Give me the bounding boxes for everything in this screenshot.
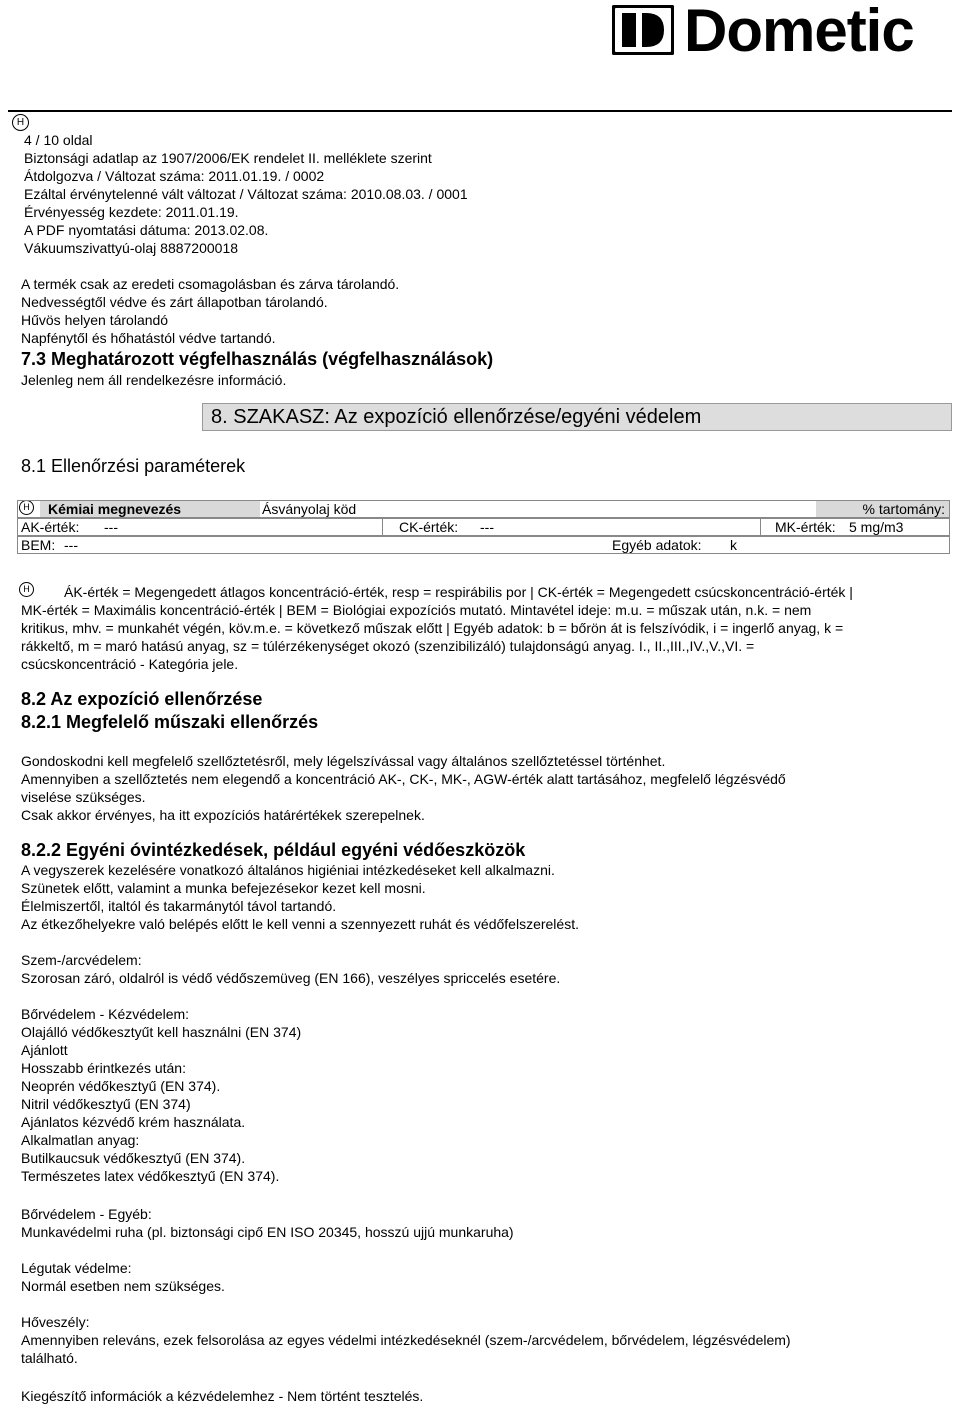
storage-line: Napfénytől és hőhatástól védve tartandó. <box>21 330 276 346</box>
section-8-1-title: 8.1 Ellenőrzési paraméterek <box>21 456 246 476</box>
section-8-2-1-title: 8.2.1 Megfelelő műszaki ellenőrzés <box>21 712 319 732</box>
hand-protection-line: Ajánlatos kézvédő krém használata. <box>21 1114 246 1130</box>
legend-line: rákkeltő, m = maró hatású anyag, sz = túlérzékenységet okozó (szenzibilizáló) tulajdonságú anyag. I., II.,III.,IV.,V.,VI. = <box>21 638 755 654</box>
hand-protection-line: Butilkaucsuk védőkesztyű (EN 374). <box>21 1150 246 1166</box>
ak-label: AK-érték: <box>21 519 80 535</box>
valid-from-line: Érvényesség kezdete: 2011.01.19. <box>24 204 239 220</box>
heat-hazard-line: Amennyiben releváns, ezek felsorolása az egyes védelmi intézkedéseknél (szem-/arcvédelem, bőrvédelem, légzésvédelem) <box>21 1332 791 1348</box>
dometic-logo-icon <box>612 5 674 55</box>
legend-line: kritikus, mhv. = munkahét végén, köv.m.e. = következő műszak előtt | Egyéb adatok: b = bőrön át is felszívódik, i = ingerlő anyag, k = <box>21 620 844 636</box>
hygiene-line: Élelmiszertől, italtól és takarmánytól távol tartandó. <box>21 898 337 914</box>
revision-line: Átdolgozva / Változat száma: 2011.01.19. / 0002 <box>24 168 325 184</box>
storage-line: Hűvös helyen tárolandó <box>21 312 169 328</box>
eye-protection-label: Szem-/arcvédelem: <box>21 952 142 968</box>
section-7-3-title: 7.3 Meghatározott végfelhasználás (végfelhasználások) <box>21 349 494 369</box>
section-8-title-bar <box>202 403 952 431</box>
skin-other-label: Bőrvédelem - Egyéb: <box>21 1206 152 1222</box>
hand-protection-line: Olajálló védőkesztyűt kell használni (EN 374) <box>21 1024 302 1040</box>
hand-protection-line: Nitril védőkesztyű (EN 374) <box>21 1096 191 1112</box>
skin-other-text: Munkavédelmi ruha (pl. biztonsági cipő EN ISO 20345, hosszú ujjú munkaruha) <box>21 1224 514 1240</box>
logo-wordmark: Dometic <box>684 0 914 64</box>
section-8-title: 8. SZAKASZ: Az expozíció ellenőrzése/egyéni védelem <box>211 406 702 428</box>
regulation-line: Biztonsági adatlap az 1907/2006/EK rendelet II. melléklete szerint <box>24 150 432 166</box>
page-number: 4 / 10 oldal <box>24 132 93 148</box>
legend-line: csúcskoncentráció - Kategória jele. <box>21 656 239 672</box>
other-data-value: k <box>730 537 737 553</box>
hand-protection-line: Alkalmatlan anyag: <box>21 1132 140 1148</box>
chemical-name-label: Kémiai megnevezés <box>40 501 260 517</box>
hand-protection-line: Hosszabb érintkezés után: <box>21 1060 186 1076</box>
ventilation-line: Csak akkor érvényes, ha itt expozíciós határértékek szerepelnek. <box>21 807 425 823</box>
h-badge-icon: H <box>12 114 29 131</box>
respiratory-label: Légutak védelme: <box>21 1260 132 1276</box>
respiratory-text: Normál esetben nem szükséges. <box>21 1278 225 1294</box>
ventilation-line: Gondoskodni kell megfelelő szellőztetésről, mely légelszívással vagy általános szellőztetéssel történhet. <box>21 753 666 769</box>
table-row <box>17 536 950 554</box>
ventilation-line: viselése szükséges. <box>21 789 146 805</box>
ventilation-line: Amennyiben a szellőztetés nem elegendő a koncentráció AK-, CK-, MK-, AGW-érték alatt tartásához, megfelelő légzésvédő <box>21 771 786 787</box>
mk-label: MK-érték: <box>760 519 836 535</box>
percent-range-label: % tartomány: <box>816 501 949 517</box>
table-header-row <box>17 500 950 518</box>
other-data-label: Egyéb adatok: <box>612 537 702 553</box>
ck-value: --- <box>480 519 494 535</box>
dometic-logo <box>612 2 960 62</box>
heat-hazard-line: található. <box>21 1350 78 1366</box>
legend-line: ÁK-érték = Megengedett átlagos koncentráció-érték, resp = respirábilis por | CK-érték = Megengedett csúcskoncentráció-érték | <box>64 584 853 600</box>
legend-h-badge-icon: H <box>19 582 34 597</box>
bem-value: --- <box>64 537 78 553</box>
pdf-date-line: A PDF nyomtatási dátuma: 2013.02.08. <box>24 222 269 238</box>
hygiene-line: Az étkezőhelyekre való belépés előtt le kell venni a szennyezett ruhát és védőfelszerelést. <box>21 916 579 932</box>
hand-protection-label: Bőrvédelem - Kézvédelem: <box>21 1006 190 1022</box>
section-7-3-text: Jelenleg nem áll rendelkezésre információ. <box>21 372 287 388</box>
product-line: Vákuumszivattyú-olaj 8887200018 <box>24 240 239 256</box>
heat-hazard-label: Hőveszély: <box>21 1314 90 1330</box>
hygiene-line: A vegyszerek kezelésére vonatkozó általános higiéniai intézkedéseket kell alkalmazni. <box>21 862 555 878</box>
superseded-line: Ezáltal érvénytelenné vált változat / Változat száma: 2010.08.03. / 0001 <box>24 186 468 202</box>
mk-value: 5 mg/m3 <box>849 519 904 535</box>
hygiene-line: Szünetek előtt, valamint a munka befejezésekor kezet kell mosni. <box>21 880 426 896</box>
bem-label: BEM: <box>21 537 56 553</box>
header-divider <box>8 110 952 112</box>
chemical-name-value: Ásványolaj köd <box>262 501 357 517</box>
table-row <box>17 518 950 536</box>
hand-protection-line: Természetes latex védőkesztyű (EN 374). <box>21 1168 280 1184</box>
section-8-2-title: 8.2 Az expozíció ellenőrzése <box>21 689 263 709</box>
hand-protection-footnote: Kiegészítő információk a kézvédelemhez - Nem történt tesztelés. <box>21 1388 424 1404</box>
storage-line: A termék csak az eredeti csomagolásban és zárva tárolandó. <box>21 276 400 292</box>
legend-line: MK-érték = Maximális koncentráció-érték | BEM = Biológiai expozíciós mutató. Mintavétel ideje: m.u. = műszak után, n.k. = nem <box>21 602 812 618</box>
ck-label: CK-érték: <box>382 519 458 535</box>
storage-line: Nedvességtől védve és zárt állapotban tárolandó. <box>21 294 328 310</box>
hand-protection-line: Neoprén védőkesztyű (EN 374). <box>21 1078 221 1094</box>
ak-value: --- <box>104 519 118 535</box>
eye-protection-text: Szorosan záró, oldalról is védő védőszemüveg (EN 166), veszélyes spriccelés esetére. <box>21 970 561 986</box>
table-h-badge-icon: H <box>19 500 34 515</box>
hand-protection-line: Ajánlott <box>21 1042 68 1058</box>
section-8-2-2-title: 8.2.2 Egyéni óvintézkedések, például egyéni védőeszközök <box>21 840 526 860</box>
